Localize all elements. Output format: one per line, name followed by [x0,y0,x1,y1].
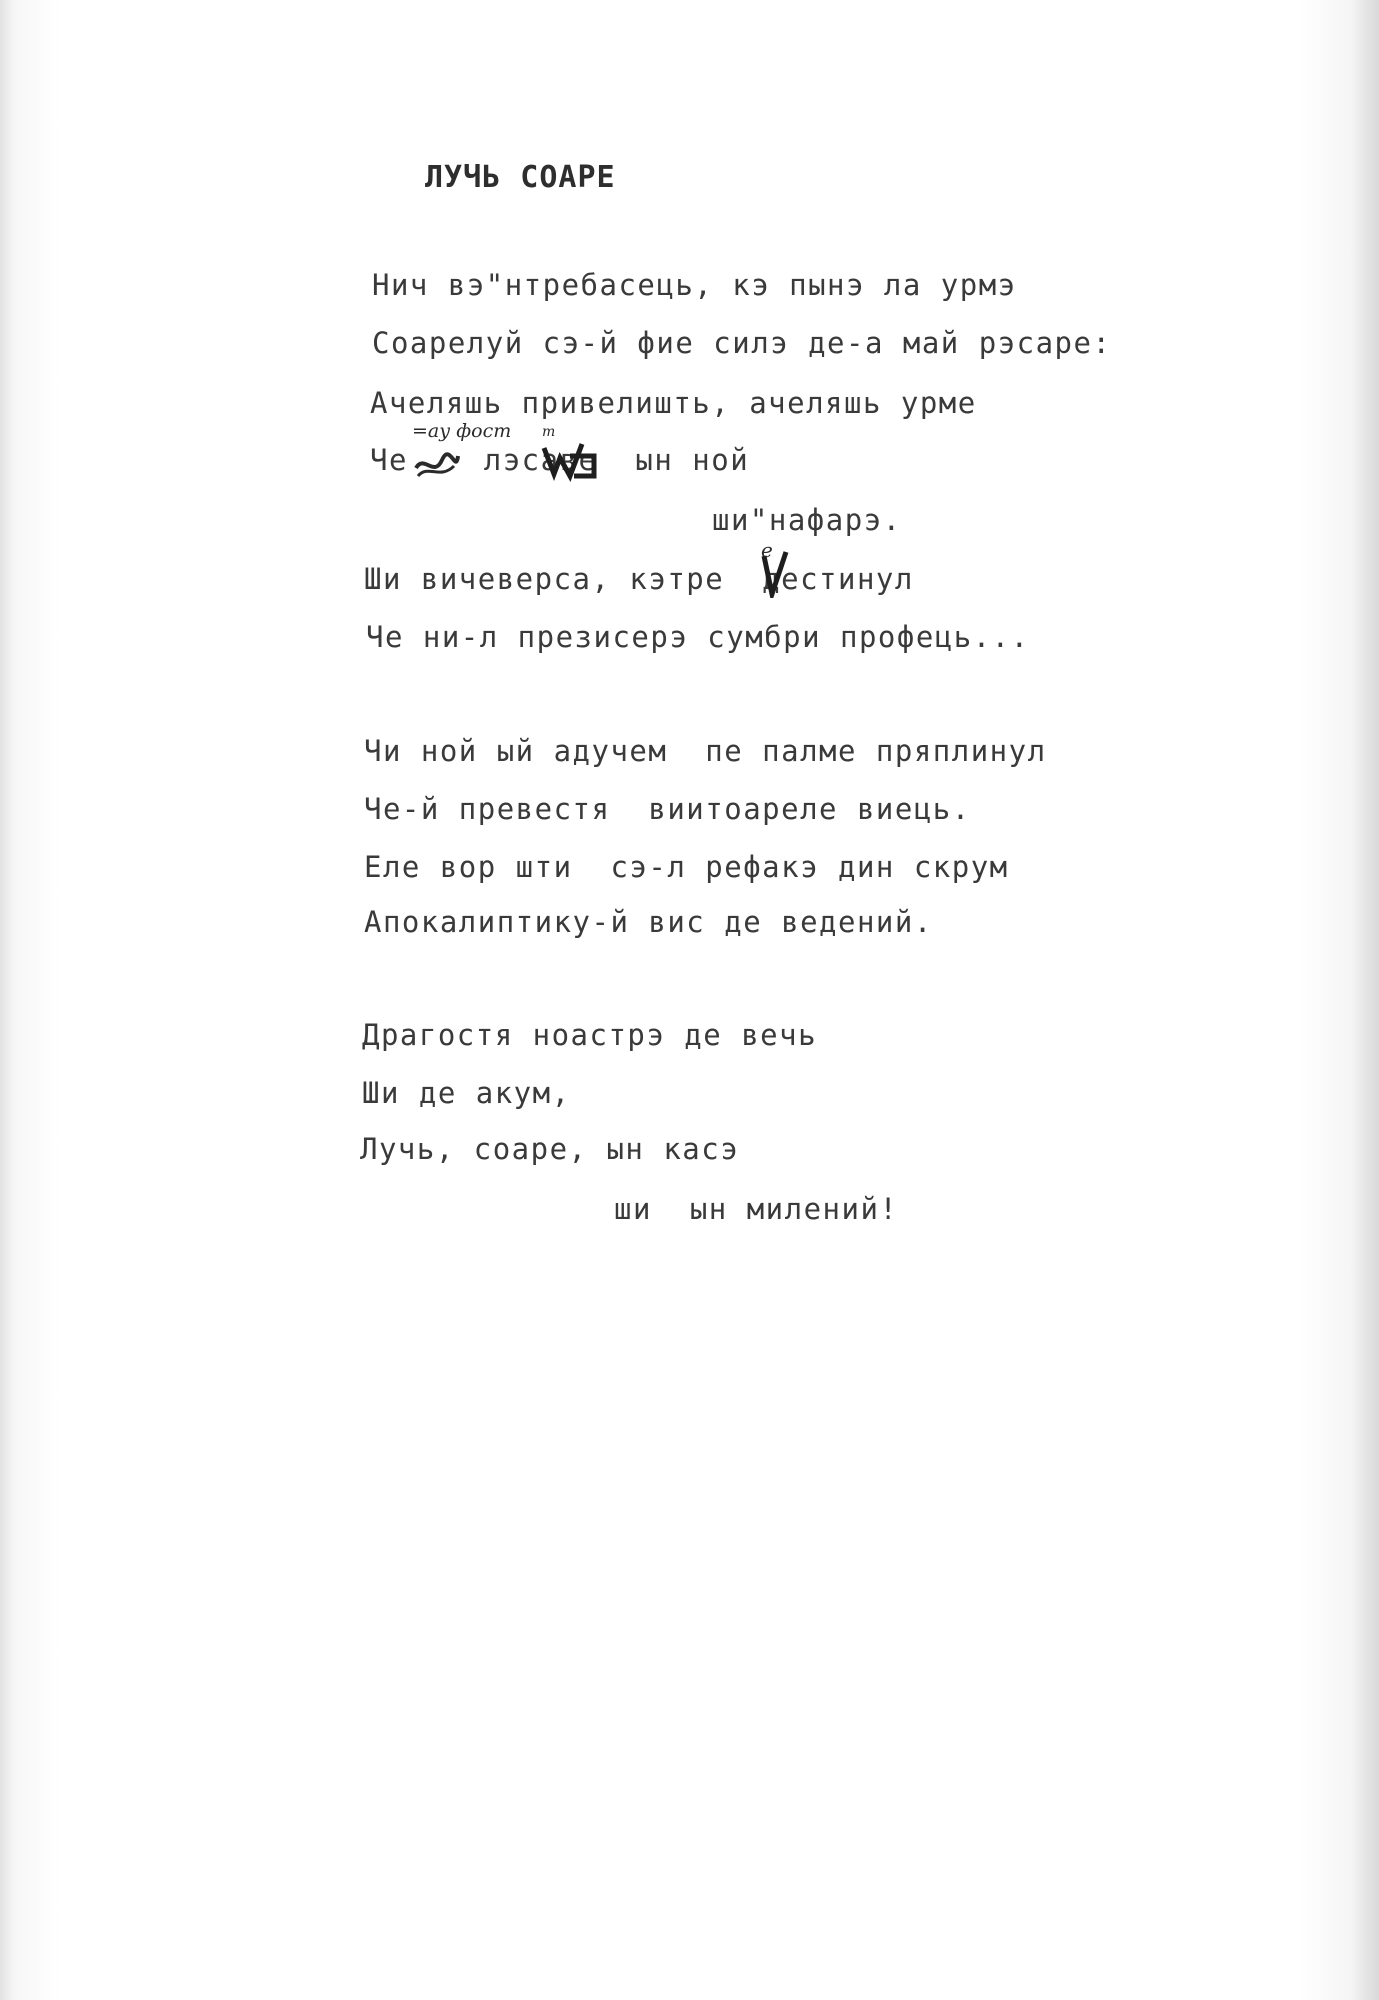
poem-line: Драгостя ноастрэ де вечь [362,1018,818,1052]
poem-line: Че ни-л презисерэ сумбри профець... [366,620,1030,654]
poem-line: Ачеляшь привелишть, ачеляшь урме [370,386,977,420]
poem-line: ши ын милений! [614,1192,899,1226]
page-edge-shadow [1351,0,1379,2000]
poem-line: Чи ной ый адучем пе палме пряплинул [364,734,1047,768]
poem-line: Лучь, соаре, ын касэ [360,1132,740,1166]
handwritten-insertion: е [761,538,773,562]
poem-line: Че-й превестя виитоареле виець. [364,792,971,826]
poem-line: Соарелуй сэ-й фие силэ де-а май рэсаре: [372,326,1112,360]
handwritten-insertion: =ау фост [412,420,512,442]
poem-line: ши"нафарэ. [712,503,902,537]
poem-line: Апокалиптику-й вис де ведений. [364,905,933,939]
poem-line: Че лэсаве ын ной [370,443,750,477]
poem-line: Ши вичеверса, кэтре дестинул [364,562,914,596]
overwrite-mark [540,438,598,482]
poem-title: ЛУЧЬ СОАРЕ [425,160,616,195]
handwritten-insertion: т [542,424,556,440]
poem-line: Нич вэ"нтребасець, кэ пынэ ла урмэ [372,268,1017,302]
poem-line: Ши де акум, [362,1076,571,1110]
correction-mark [758,548,790,598]
page-edge-shadow [0,0,14,2000]
poem-line: Еле вор шти сэ-л рефакэ дин скрум [364,850,1009,884]
strikeout-mark [412,448,462,482]
